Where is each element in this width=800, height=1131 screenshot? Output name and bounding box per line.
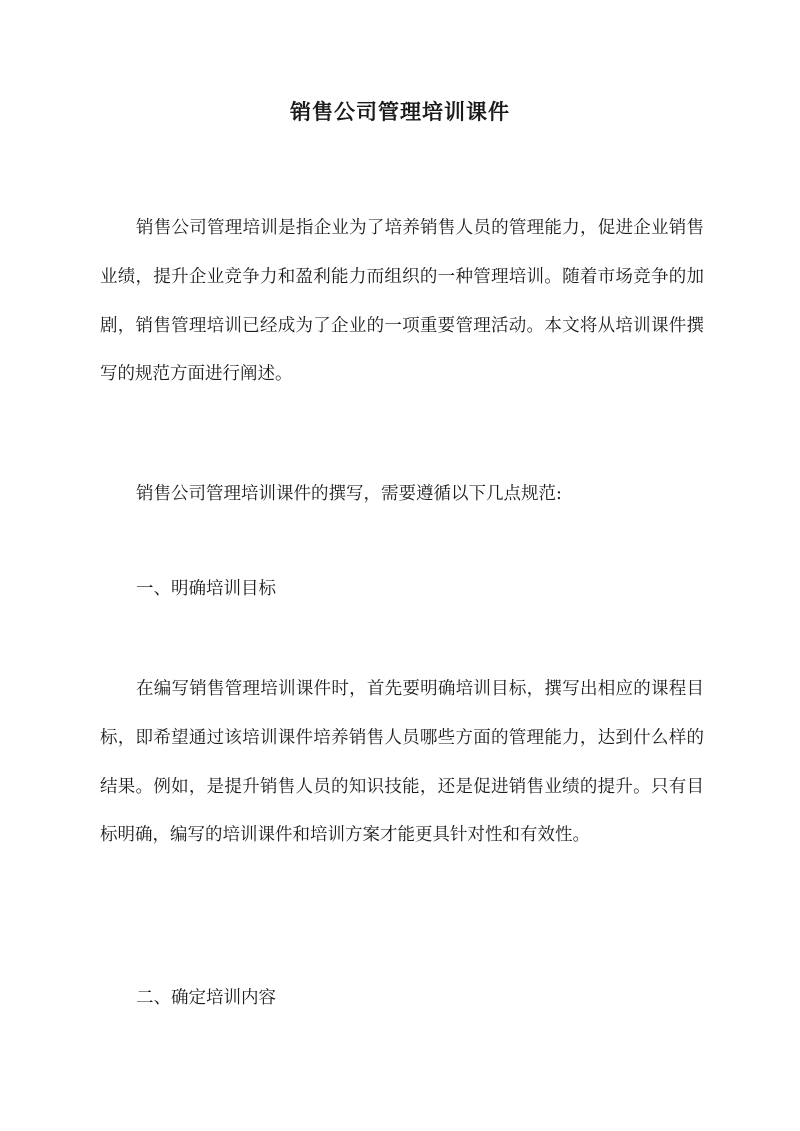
- intro-paragraph: 销售公司管理培训是指企业为了培养销售人员的管理能力，促进企业销售业绩，提升企业竞争力和盈利能力而组织的一种管理培训。随着市场竞争的加剧，销售管理培训已经成为了企业的一项重要管理活动。本文将从培训课件撰写的规范方面进行阐述。: [100, 218, 704, 385]
- lead-in-paragraph: 销售公司管理培训课件的撰写，需要遵循以下几点规范:: [136, 484, 562, 504]
- section-2-heading: 二、确定培训内容: [136, 988, 276, 1008]
- section-1-body: 在编写销售管理培训课件时，首先要明确培训目标，撰写出相应的课程目标，即希望通过该培训课件培养销售人员哪些方面的管理能力，达到什么样的结果。例如，是提升销售人员的知识技能，还是促进销售业绩的提升。只有目标明确，编写的培训课件和培训方案才能更具针对性和有效性。: [100, 679, 704, 846]
- section-1-heading: 一、明确培训目标: [136, 579, 276, 599]
- document-title: 销售公司管理培训课件: [290, 99, 510, 124]
